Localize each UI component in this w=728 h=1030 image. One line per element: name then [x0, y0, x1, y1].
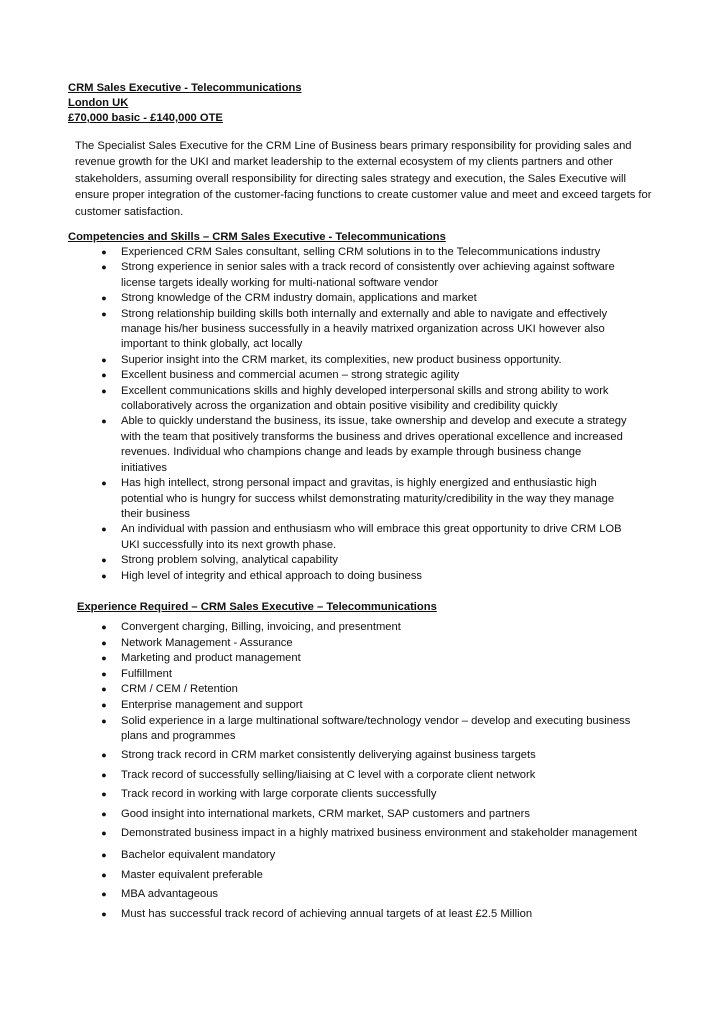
- bullet-icon: ●: [101, 850, 107, 861]
- list-item: [98, 368, 628, 383]
- list-item: [98, 887, 658, 902]
- bullet-icon: ●: [101, 908, 107, 919]
- bullet-icon: ●: [101, 370, 107, 381]
- bullet-icon: ●: [101, 622, 107, 632]
- list-item: [98, 907, 658, 922]
- list-item: [98, 384, 628, 415]
- list-item: [98, 636, 658, 651]
- list-item-text: Superior insight into the CRM market, its complexities, new product business opportunity.: [121, 353, 562, 366]
- list-item-text: Experienced CRM Sales consultant, selling CRM solutions in to the Telecommunications industry: [121, 246, 601, 258]
- bullet-icon: ●: [101, 828, 107, 838]
- list-item-text: Strong experience in senior sales with a track record of consistently over achieving against software license targets ideally working for multi-national software vendor: [121, 261, 615, 289]
- list-item: [98, 848, 658, 863]
- bullet-icon: ●: [101, 555, 107, 566]
- list-item-text: Master equivalent preferable: [121, 868, 263, 881]
- bullet-icon: ●: [101, 478, 107, 489]
- bullet-icon: ●: [101, 308, 107, 319]
- list-item: [98, 291, 628, 306]
- list-item: [98, 245, 628, 260]
- list-item: [98, 522, 628, 553]
- list-item-text: Bachelor equivalent mandatory: [121, 849, 276, 862]
- list-item: [98, 826, 658, 841]
- bullet-icon: ●: [101, 385, 107, 396]
- list-item-text: Convergent charging, Billing, invoicing, and presentment: [121, 621, 401, 633]
- list-item-text: Enterprise management and support: [121, 698, 303, 711]
- list-item: [98, 768, 658, 783]
- bullet-icon: ●: [101, 808, 107, 819]
- bullet-icon: ●: [101, 416, 107, 427]
- list-item: [98, 682, 658, 697]
- list-item: [98, 807, 658, 822]
- list-item: [98, 353, 628, 368]
- list-item-text: Track record in working with large corporate clients successfully: [121, 788, 437, 801]
- list-item: [98, 553, 628, 568]
- experience-list: [98, 620, 658, 922]
- job-location: London UK: [68, 97, 129, 109]
- list-item: [98, 714, 658, 745]
- bullet-icon: ●: [101, 715, 107, 726]
- list-item: [98, 476, 628, 522]
- list-item-text: Marketing and product management: [121, 652, 301, 665]
- bullet-icon: ●: [101, 869, 107, 880]
- role-summary: The Specialist Sales Executive for the CRM Line of Business bears primary responsibility for providing sales and revenue growth for the UKI and market leadership to the external ecosystem of my clients partners and other stakeholders, assuming overall responsibility for directing sales strategy and execution, the Sales Executive will ensure proper integration of the customer-facing functions to create customer value and meet and exceed targets for customer satisfaction.: [75, 140, 652, 218]
- bullet-icon: ●: [101, 668, 107, 679]
- list-item: [98, 651, 658, 666]
- bullet-icon: ●: [101, 769, 107, 780]
- job-salary: £70,000 basic - £140,000 OTE: [68, 112, 223, 124]
- bullet-icon: ●: [101, 293, 107, 304]
- list-item: [98, 414, 628, 476]
- bullet-icon: ●: [101, 247, 107, 257]
- bullet-icon: ●: [101, 889, 107, 900]
- bullet-icon: ●: [101, 354, 107, 365]
- list-item: [98, 620, 658, 635]
- job-title: CRM Sales Executive - Telecommunications: [68, 82, 302, 94]
- list-item: [98, 748, 658, 763]
- list-item-text: Excellent communications skills and highly developed interpersonal skills and strong ability to work collaboratively across the organization and obtain positive visibility and credibility quickly: [121, 384, 609, 413]
- list-item-text: Demonstrated business impact in a highly matrixed business environment and stakeholder management: [121, 827, 638, 839]
- list-item: [98, 667, 658, 682]
- bullet-icon: ●: [101, 684, 107, 695]
- list-item: [98, 260, 628, 291]
- list-item-text: MBA advantageous: [121, 888, 219, 901]
- list-item-text: Track record of successfully selling/liaising at C level with a corporate client network: [121, 768, 536, 781]
- bullet-icon: ●: [101, 524, 107, 535]
- list-item-text: Strong track record in CRM market consistently deliverying against business targets: [121, 749, 536, 762]
- bullet-icon: ●: [101, 789, 107, 800]
- bullet-icon: ●: [101, 637, 107, 648]
- bullet-icon: ●: [101, 262, 107, 273]
- list-item: [98, 868, 658, 883]
- competencies-heading: Competencies and Skills – CRM Sales Executive - Telecommunications: [68, 231, 446, 243]
- list-item-text: Good insight into international markets, CRM market, SAP customers and partners: [121, 807, 530, 820]
- list-item-text: Able to quickly understand the business, its issue, take ownership and develop and execute a strategy with the team that positively transforms the business and drives operational excellence and increased revenues. Individual who champions change and leads by example through business change initiatives: [121, 415, 627, 474]
- bullet-icon: ●: [101, 653, 107, 664]
- bullet-icon: ●: [101, 750, 107, 761]
- list-item-text: Has high intellect, strong personal impact and gravitas, is highly energized and enthusiastic high potential who is hungry for success whilst demonstrating maturity/credibility in the way they manage their business: [121, 477, 615, 520]
- list-item: [98, 569, 628, 584]
- list-item-text: High level of integrity and ethical approach to doing business: [121, 569, 423, 582]
- list-item-text: CRM / CEM / Retention: [121, 683, 238, 696]
- list-item: [98, 307, 628, 353]
- list-item: [98, 787, 658, 802]
- bullet-icon: ●: [101, 699, 107, 710]
- list-item-text: Network Management - Assurance: [121, 636, 293, 649]
- list-item-text: Solid experience in a large multinational software/technology vendor – develop and executing business plans and programmes: [121, 714, 631, 742]
- list-item-text: Fulfillment: [121, 667, 172, 680]
- competencies-list: [98, 245, 628, 584]
- list-item-text: An individual with passion and enthusiasm who will embrace this great opportunity to drive CRM LOB UKI successfully into its next growth phase.: [121, 523, 622, 551]
- list-item: [98, 698, 658, 713]
- bullet-icon: ●: [101, 570, 107, 581]
- list-item-text: Excellent business and commercial acumen – strong strategic agility: [121, 369, 460, 382]
- experience-heading: Experience Required – CRM Sales Executive – Telecommunications: [77, 601, 437, 613]
- list-item-text: Must has successful track record of achieving annual targets of at least £2.5 Million: [121, 907, 533, 920]
- list-item-text: Strong problem solving, analytical capability: [121, 554, 339, 567]
- list-item-text: Strong relationship building skills both internally and externally and able to navigate and effectively manage his/her business successfully in a heavily matrixed organization across UKI however also important to think globally, act locally: [121, 307, 608, 351]
- list-item-text: Strong knowledge of the CRM industry domain, applications and market: [121, 292, 477, 305]
